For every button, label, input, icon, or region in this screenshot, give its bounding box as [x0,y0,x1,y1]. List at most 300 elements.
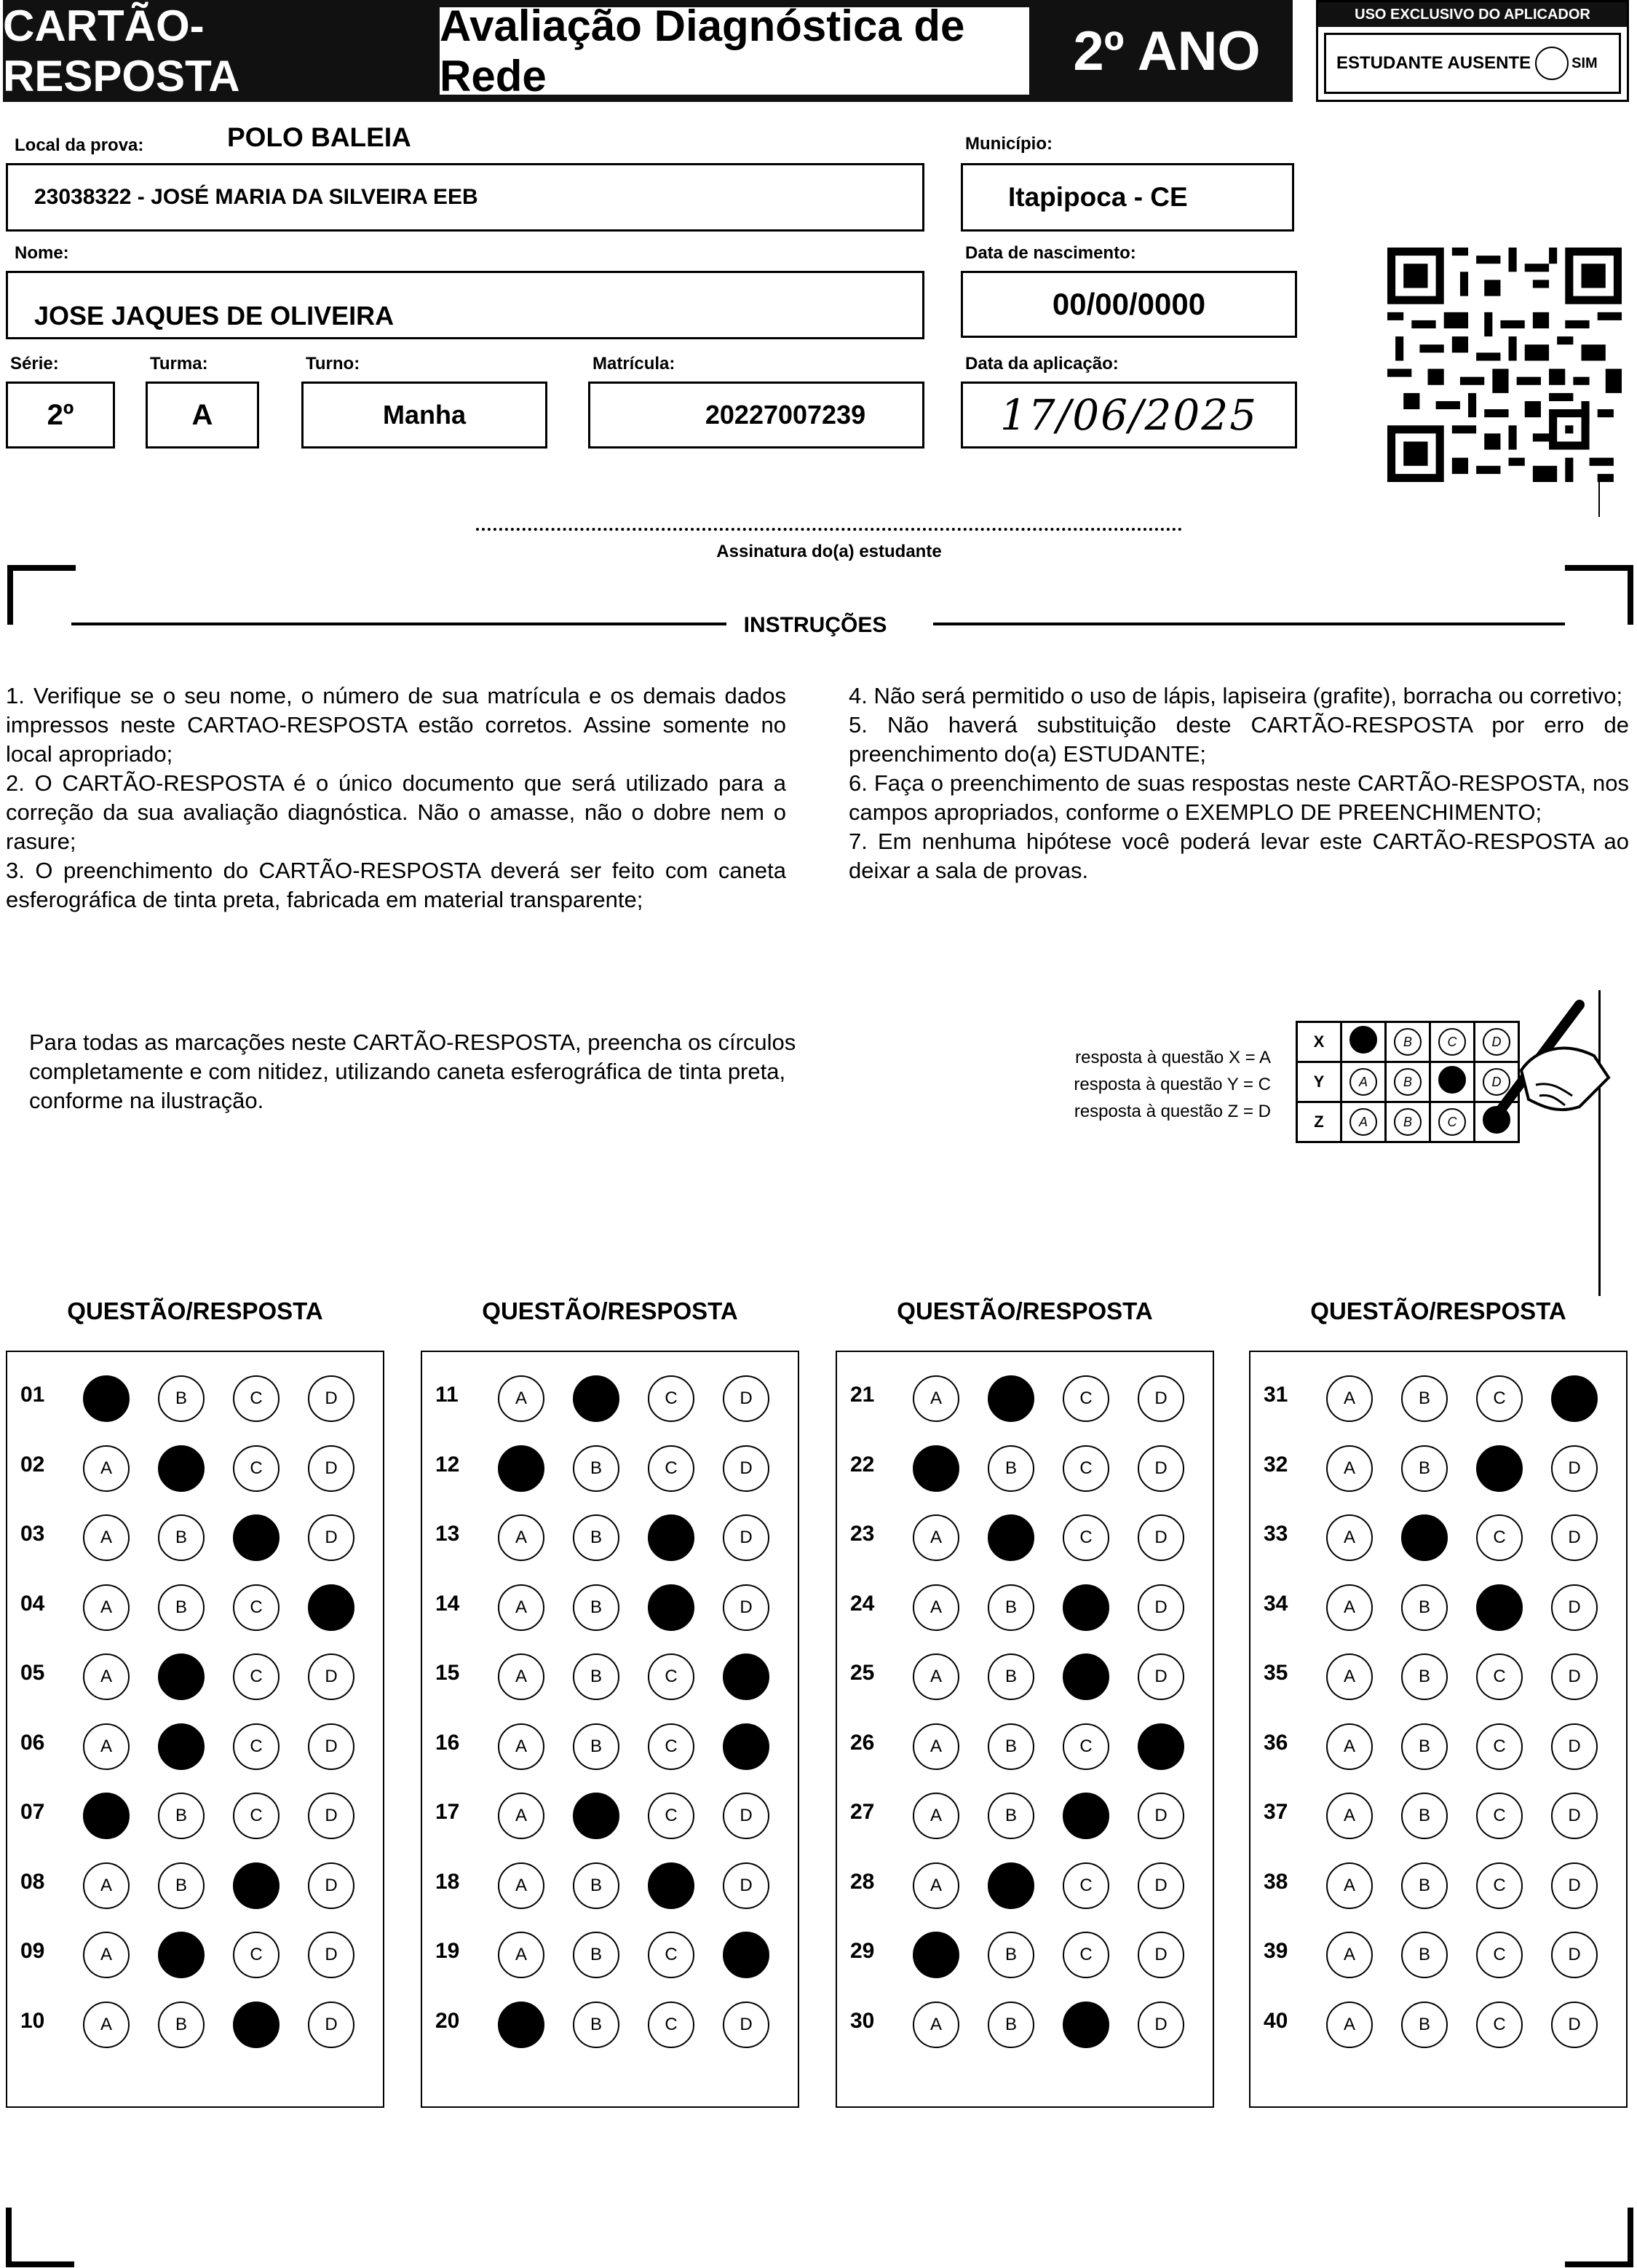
question-number: 33 [1264,1522,1288,1546]
question-row [1250,1362,1626,1432]
answer-bubble-d[interactable]: D [723,1723,769,1770]
answer-bubble-d[interactable]: D [1551,1862,1598,1909]
answer-bubble-d[interactable]: D [1551,1932,1598,1978]
question-row [7,1432,383,1502]
question-row [837,1710,1213,1780]
answer-bubble-d[interactable]: D [308,1793,354,1839]
fill-note: Para todas as marcações neste CARTÃO-RESPOSTA, preencha os círculos completamente e com nitidez, utilizando caneta esferográfica de tinta preta, conforme na ilustração. [29,1030,796,1113]
question-number: 01 [20,1383,45,1407]
answer-bubble-b[interactable]: B [158,1932,205,1978]
answer-bubble-c[interactable]: C [648,1445,694,1492]
answer-bubble-d[interactable]: D [1138,1445,1184,1492]
answer-bubble-d[interactable]: D [723,1514,769,1561]
question-number: 03 [20,1522,45,1546]
answer-bubble-a[interactable]: A [1326,1653,1373,1700]
question-number: 25 [850,1661,875,1685]
question-row [837,1849,1213,1919]
question-number: 27 [850,1800,875,1824]
answer-bubble-a[interactable]: A [498,2002,544,2048]
answer-bubble-c[interactable]: C [648,1584,694,1631]
answer-bubble-d[interactable]: D [723,1793,769,1839]
answer-bubble-a[interactable]: A [498,1793,544,1839]
answer-bubble-c[interactable]: C [1476,1932,1523,1978]
question-row [7,1571,383,1641]
answer-bubble-a[interactable]: A [1326,1862,1373,1909]
answer-bubble-d[interactable]: D [1551,1793,1598,1839]
question-row [422,1571,798,1641]
nome-value: JOSE JAQUES DE OLIVEIRA [34,301,395,331]
answer-bubble-a[interactable]: A [83,1793,130,1839]
question-row [837,1988,1213,2058]
question-number: 05 [20,1661,45,1685]
answer-bubble-c[interactable]: C [1063,1514,1109,1561]
question-number: 06 [20,1730,45,1755]
question-number: 16 [435,1730,460,1755]
answer-bubble-c[interactable]: C [1063,2002,1109,2048]
question-row [7,1710,383,1780]
answer-bubble-c[interactable]: C [648,2002,694,2048]
answer-bubble-b[interactable]: B [988,1514,1034,1561]
answer-bubble-b[interactable]: B [573,1514,619,1561]
example-bubble: A [1349,1108,1377,1136]
serie-field [6,382,115,449]
answer-bubble-d[interactable]: D [723,2002,769,2048]
answer-bubble-b[interactable]: B [988,1793,1034,1839]
serie-label: Série: [10,354,59,374]
question-row [837,1432,1213,1502]
answer-bubble-a[interactable]: A [83,1723,130,1770]
answer-bubble-b[interactable]: B [988,1932,1034,1978]
answer-bubble-c[interactable]: C [648,1932,694,1978]
nascimento-value: 00/00/0000 [1052,287,1206,321]
answer-bubble-a[interactable]: A [913,1723,959,1770]
answer-bubble-b[interactable]: B [988,1862,1034,1909]
answer-bubble-a[interactable]: A [913,1653,959,1700]
answer-bubble-a[interactable]: A [83,1514,130,1561]
instruction-item: 7. Em nenhuma hipótese você poderá levar este CARTÃO-RESPOSTA ao deixar a sala de provas. [849,829,1629,883]
question-row [422,1362,798,1432]
question-number: 32 [1264,1452,1288,1477]
answer-bubble-b[interactable]: B [1401,1584,1448,1631]
answer-bubble-d[interactable]: D [1551,1375,1598,1422]
example-line: resposta à questão Y = C [1074,1075,1271,1094]
answer-bubble-d[interactable]: D [1551,1584,1598,1631]
instruction-item: 2. O CARTÃO-RESPOSTA é o único documento que será utilizado para a correção da sua avaliação diagnóstica. Não o amasse, não o dobre nem o rasure; [6,770,786,854]
answer-bubble-b[interactable]: B [1401,1653,1448,1700]
answer-bubble-d[interactable]: D [723,1932,769,1978]
answer-bubble-b[interactable]: B [158,1584,205,1631]
answer-bubble-a[interactable]: A [1326,1514,1373,1561]
answer-bubble-c[interactable]: C [233,1862,280,1909]
instruction-item: 4. Não será permitido o uso de lápis, lapiseira (grafite), borracha ou corretivo; [849,683,1623,708]
answer-bubble-b[interactable]: B [1401,2002,1448,2048]
question-row [837,1501,1213,1571]
question-row [7,1362,383,1432]
answer-bubble-c[interactable]: C [233,1723,280,1770]
answer-bubble-a[interactable]: A [498,1653,544,1700]
answer-bubble-d[interactable]: D [1138,2002,1184,2048]
answer-bubble-d[interactable]: D [1551,1514,1598,1561]
answer-bubble-b[interactable]: B [1401,1445,1448,1492]
answer-bubble-a[interactable]: A [1326,2002,1373,2048]
corner-mark-tl [7,565,76,625]
question-number: 35 [1264,1661,1288,1685]
answer-bubble-b[interactable]: B [988,1445,1034,1492]
nome-field [6,271,924,339]
answer-bubble-b[interactable]: B [158,1793,205,1839]
answer-bubble-d[interactable]: D [1138,1584,1184,1631]
answer-bubble-c[interactable]: C [233,1653,280,1700]
question-row [837,1640,1213,1710]
question-number: 37 [1264,1800,1288,1824]
answer-bubble-d[interactable]: D [308,1584,354,1631]
answer-bubble-a[interactable]: A [83,2002,130,2048]
answer-bubble-c[interactable]: C [648,1375,694,1422]
question-number: 09 [20,1939,45,1963]
question-row [1250,1779,1626,1849]
corner-mark-tr [1565,565,1633,625]
answer-bubble-c[interactable]: C [1476,1375,1523,1422]
municipio-label: Município: [965,134,1053,154]
answer-bubble-c[interactable]: C [1063,1793,1109,1839]
answer-bubble-a[interactable]: A [913,1793,959,1839]
instruction-item: 3. O preenchimento do CARTÃO-RESPOSTA deverá ser feito com caneta esferográfica de tinta preta, fabricada em material transparente; [6,858,786,912]
answer-bubble-c[interactable]: C [648,1653,694,1700]
answer-bubble-b[interactable]: B [573,1375,619,1422]
question-number: 24 [850,1591,875,1616]
question-row [422,1640,798,1710]
example-bubble [1349,1026,1377,1054]
instructions-left [6,681,786,914]
absent-field [1324,33,1621,94]
answer-bubble-d[interactable]: D [308,1723,354,1770]
example-bubble: C [1438,1028,1466,1056]
question-number: 21 [850,1383,875,1407]
answer-bubble-d[interactable]: D [1138,1653,1184,1700]
answer-bubble-d[interactable]: D [1138,1862,1184,1909]
answer-bubble-d[interactable]: D [1551,1723,1598,1770]
question-number: 39 [1264,1939,1288,1963]
question-number: 20 [435,2008,460,2033]
answer-bubble-c[interactable]: C [233,1514,280,1561]
answer-bubble-b[interactable]: B [573,1723,619,1770]
answer-bubble-d[interactable]: D [1138,1375,1184,1422]
answer-bubble-c[interactable]: C [648,1723,694,1770]
example-legend [1031,1044,1271,1125]
answer-bubble-c[interactable]: C [1476,1862,1523,1909]
question-row [7,1849,383,1919]
answer-bubble-d[interactable]: D [723,1375,769,1422]
answer-bubble-b[interactable]: B [573,2002,619,2048]
example-bubble: D [1483,1028,1510,1056]
answer-bubble-c[interactable]: C [1063,1723,1109,1770]
applicator-box [1316,0,1629,102]
hand-pen-illustration [1470,990,1616,1136]
answer-bubble-c[interactable]: C [1476,1793,1523,1839]
answer-bubble-b[interactable]: B [158,2002,205,2048]
question-row [7,1779,383,1849]
answer-bubble-b[interactable]: B [988,1723,1034,1770]
question-row [7,1919,383,1988]
answer-bubble-b[interactable]: B [573,1653,619,1700]
answer-bubble-a[interactable]: A [83,1653,130,1700]
answer-bubble-b[interactable]: B [573,1932,619,1978]
answer-bubble-d[interactable]: D [308,1653,354,1700]
answer-bubble-a[interactable]: A [913,1375,959,1422]
answer-bubble-d[interactable]: D [1551,2002,1598,2048]
answer-bubble-b[interactable]: B [158,1653,205,1700]
question-number: 29 [850,1939,875,1963]
question-number: 08 [20,1869,45,1894]
question-row [422,1501,798,1571]
answer-bubble-a[interactable]: A [498,1514,544,1561]
question-number: 07 [20,1800,45,1824]
answer-bubble-b[interactable]: B [1401,1723,1448,1770]
answer-bubble-b[interactable]: B [988,1584,1034,1631]
instruction-item: 5. Não haverá substituição deste CARTÃO-RESPOSTA por erro de preenchimento do(a) ESTUDANTE; [849,712,1629,767]
question-row [7,1988,383,2058]
aplicacao-label: Data da aplicação: [965,354,1119,374]
answer-bubble-a[interactable]: A [83,1375,130,1422]
question-number: 23 [850,1522,875,1546]
applicator-box-title: USO EXCLUSIVO DO APLICADOR [1318,2,1627,27]
question-row [837,1362,1213,1432]
answer-bubble-c[interactable]: C [1063,1932,1109,1978]
section-title: QUESTÃO/RESPOSTA [1310,1297,1566,1324]
answer-bubble-a[interactable]: A [498,1445,544,1492]
answer-bubble-a[interactable]: A [83,1445,130,1492]
answer-bubble-a[interactable]: A [913,2002,959,2048]
answer-bubble-d[interactable]: D [308,1862,354,1909]
answer-bubble-a[interactable]: A [498,1723,544,1770]
answer-bubble-c[interactable]: C [1476,1445,1523,1492]
answer-bubble-b[interactable]: B [158,1862,205,1909]
nascimento-field [961,271,1297,338]
answer-bubble-c[interactable]: C [1063,1584,1109,1631]
answer-bubble-c[interactable]: C [1476,1584,1523,1631]
answer-bubble-d[interactable]: D [308,1932,354,1978]
question-row [422,1710,798,1780]
card-title: CARTÃO-RESPOSTA [3,1,240,100]
answer-bubble-a[interactable]: A [1326,1584,1373,1631]
answer-bubble-d[interactable]: D [308,1514,354,1561]
answer-bubble-c[interactable]: C [233,2002,280,2048]
question-number: 28 [850,1869,875,1894]
question-number: 15 [435,1661,460,1685]
turno-label: Turno: [306,354,360,374]
answer-bubble-c[interactable]: C [1476,1514,1523,1561]
answer-bubble-b[interactable]: B [1401,1793,1448,1839]
answer-bubble-d[interactable]: D [723,1653,769,1700]
municipio-field [961,163,1294,232]
question-row [1250,1501,1626,1571]
answer-bubble-a[interactable]: A [1326,1375,1373,1422]
aplicacao-value: 17/06/2025 [999,390,1259,440]
matricula-label: Matrícula: [592,354,675,374]
answer-bubble-a[interactable]: A [1326,1793,1373,1839]
absent-option: SIM [1571,55,1598,71]
local-label: Local da prova: [15,135,144,155]
right-edge-mark [1598,481,1600,517]
nascimento-label: Data de nascimento: [965,243,1136,263]
answer-bubble-c[interactable]: C [233,1584,280,1631]
answer-bubble-d[interactable]: D [1138,1793,1184,1839]
answer-bubble-b[interactable]: B [1401,1514,1448,1561]
question-row [7,1640,383,1710]
answer-bubble-c[interactable]: C [233,1793,280,1839]
answer-bubble-d[interactable]: D [308,1445,354,1492]
question-row [1250,1710,1626,1780]
signature-label: Assinatura do(a) estudante [716,542,942,561]
answer-bubble-c[interactable]: C [233,1445,280,1492]
instructions-rule-left [71,623,726,625]
answer-bubble-a[interactable]: A [913,1584,959,1631]
question-number: 26 [850,1730,875,1755]
answer-bubble-b[interactable]: B [988,1375,1034,1422]
example-line: resposta à questão Z = D [1074,1102,1271,1121]
turno-value: Manha [382,400,466,430]
answer-bubble-b[interactable]: B [158,1375,205,1422]
instruction-item: 1. Verifique se o seu nome, o número de sua matrícula e os demais dados impressos neste CARTAO-RESPOSTA estão corretos. Assine somente no local apropriado; [6,683,786,767]
question-number: 14 [435,1591,460,1616]
example-row-label: Y [1297,1062,1341,1102]
question-row [837,1571,1213,1641]
answer-bubble-c[interactable]: C [648,1514,694,1561]
question-row [1250,1988,1626,2058]
answer-bubble-c[interactable]: C [1063,1375,1109,1422]
answer-bubble-b[interactable]: B [1401,1862,1448,1909]
question-number: 22 [850,1452,875,1477]
answer-bubble-d[interactable]: D [308,2002,354,2048]
answer-column [6,1351,384,2108]
answer-bubble-c[interactable]: C [1063,1653,1109,1700]
answer-bubble-c[interactable]: C [648,1862,694,1909]
answer-bubble-d[interactable]: D [308,1375,354,1422]
answer-bubble-a[interactable]: A [498,1375,544,1422]
answer-bubble-d[interactable]: D [1138,1723,1184,1770]
answer-bubble-b[interactable]: B [1401,1932,1448,1978]
answer-bubble-a[interactable]: A [498,1862,544,1909]
turma-field [146,382,259,449]
answer-bubble-a[interactable]: A [83,1862,130,1909]
answer-bubble-b[interactable]: B [158,1445,205,1492]
question-row [422,1988,798,2058]
turno-field [301,382,547,449]
answer-bubble-d[interactable]: D [1551,1653,1598,1700]
instruction-item: 6. Faça o preenchimento de suas respostas neste CARTÃO-RESPOSTA, nos campos apropriados, conforme o EXEMPLO DE PREENCHIMENTO; [849,770,1629,825]
answer-bubble-c[interactable]: C [1476,1723,1523,1770]
answer-bubble-c[interactable]: C [1063,1862,1109,1909]
question-number: 36 [1264,1730,1288,1755]
question-number: 34 [1264,1591,1288,1616]
answer-bubble-a[interactable]: A [83,1932,130,1978]
answer-bubble-b[interactable]: B [988,1653,1034,1700]
answer-bubble-c[interactable]: C [233,1375,280,1422]
answer-bubble-c[interactable]: C [1063,1445,1109,1492]
answer-bubble-a[interactable]: A [913,1862,959,1909]
question-row [7,1501,383,1571]
answer-bubble-b[interactable]: B [988,2002,1034,2048]
question-number: 40 [1264,2008,1288,2033]
question-number: 04 [20,1591,45,1616]
answer-bubble-a[interactable]: A [498,1932,544,1978]
instructions-title: INSTRUÇÕES [743,613,887,637]
example-bubble: A [1349,1068,1377,1096]
answer-bubble-b[interactable]: B [158,1723,205,1770]
corner-mark-bl [6,2208,74,2267]
example-line: resposta à questão X = A [1075,1048,1271,1067]
answer-bubble-a[interactable]: A [1326,1932,1373,1978]
question-row [422,1779,798,1849]
question-row [1250,1432,1626,1502]
section-title: QUESTÃO/RESPOSTA [67,1297,323,1324]
answer-bubble-d[interactable]: D [1138,1514,1184,1561]
section-title: QUESTÃO/RESPOSTA [897,1297,1153,1324]
answer-bubble-d[interactable]: D [1551,1445,1598,1492]
question-number: 17 [435,1800,460,1824]
answer-bubble-b[interactable]: B [158,1514,205,1561]
question-number: 30 [850,2008,875,2033]
answer-bubble-d[interactable]: D [723,1584,769,1631]
signature-line [476,528,1182,531]
answer-bubble-c[interactable]: C [233,1932,280,1978]
question-number: 02 [20,1452,45,1477]
turma-label: Turma: [150,354,208,374]
absent-bubble[interactable] [1535,47,1569,80]
answer-bubble-c[interactable]: C [648,1793,694,1839]
answer-bubble-b[interactable]: B [573,1445,619,1492]
absent-label: ESTUDANTE AUSENTE [1336,53,1531,73]
example-bubble: C [1438,1108,1466,1136]
answer-bubble-a[interactable]: A [913,1445,959,1492]
question-row [422,1849,798,1919]
answer-bubble-a[interactable]: A [83,1584,130,1631]
question-row [837,1919,1213,1988]
question-number: 10 [20,2008,45,2033]
answer-bubble-b[interactable]: B [573,1793,619,1839]
question-number: 11 [435,1383,459,1407]
answer-bubble-a[interactable]: A [913,1932,959,1978]
answer-bubble-b[interactable]: B [573,1584,619,1631]
matricula-value: 20227007239 [705,400,866,430]
example-bubble [1438,1066,1466,1094]
answer-bubble-d[interactable]: D [1138,1932,1184,1978]
question-row [422,1432,798,1502]
serie-value: 2º [47,398,74,431]
school-value: 23038322 - JOSÉ MARIA DA SILVEIRA EEB [34,185,478,209]
answer-bubble-b[interactable]: B [573,1862,619,1909]
answer-bubble-a[interactable]: A [913,1514,959,1561]
answer-bubble-c[interactable]: C [1476,1653,1523,1700]
answer-bubble-d[interactable]: D [723,1862,769,1909]
instructions-rule-right [933,623,1565,625]
answer-bubble-a[interactable]: A [1326,1723,1373,1770]
answer-bubble-c[interactable]: C [1476,2002,1523,2048]
answer-bubble-a[interactable]: A [498,1584,544,1631]
qr-code [1387,248,1622,482]
answer-bubble-d[interactable]: D [723,1445,769,1492]
answer-column [1249,1351,1628,2108]
example-bubble: B [1394,1108,1422,1136]
question-row [1250,1571,1626,1641]
question-row [1250,1919,1626,1988]
answer-column [836,1351,1214,2108]
municipio-value: Itapipoca - CE [1008,182,1188,212]
example-bubble: B [1394,1068,1422,1096]
example-bubble: B [1394,1028,1422,1056]
answer-bubble-b[interactable]: B [1401,1375,1448,1422]
answer-bubble-a[interactable]: A [1326,1445,1373,1492]
